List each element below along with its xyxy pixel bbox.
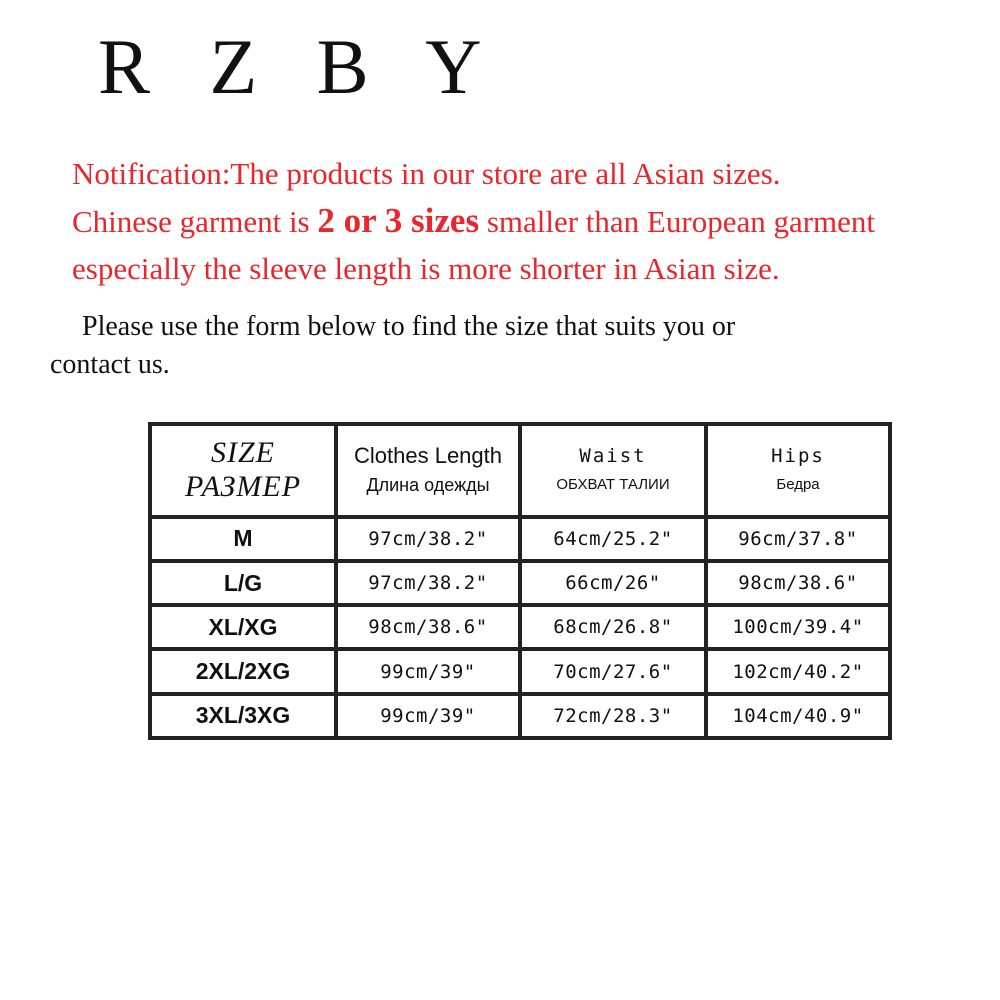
- hips-cell: 96cm/37.8": [706, 517, 890, 561]
- size-cell: 2XL/2XG: [150, 649, 336, 693]
- instruction-text: [50, 308, 950, 384]
- size-cell: M: [150, 517, 336, 561]
- table-row: [150, 649, 890, 693]
- header-hips-ru: Бедра: [776, 476, 820, 494]
- size-cell: 3XL/3XG: [150, 694, 336, 738]
- notice-line-2: [72, 197, 992, 245]
- hips-cell: 104cm/40.9": [706, 694, 890, 738]
- waist-cell: 66cm/26": [520, 561, 706, 605]
- table-row: [150, 517, 890, 561]
- header-size: [150, 424, 336, 517]
- table-row: [150, 694, 890, 738]
- brand-logo: R Z B Y: [98, 23, 502, 110]
- size-cell: L/G: [150, 561, 336, 605]
- waist-cell: 72cm/28.3": [520, 694, 706, 738]
- notice-line-1: Notification:The products in our store are all Asian sizes.: [72, 156, 781, 191]
- size-cell: XL/XG: [150, 605, 336, 649]
- hips-cell: 100cm/39.4": [706, 605, 890, 649]
- header-size-en: SIZE: [211, 436, 275, 470]
- header-waist-en: Waist: [579, 445, 647, 468]
- table-row: [150, 605, 890, 649]
- header-waist: [520, 424, 706, 517]
- length-cell: 99cm/39": [336, 694, 520, 738]
- hips-cell: 98cm/38.6": [706, 561, 890, 605]
- header-waist-ru: ОБХВАТ ТАЛИИ: [556, 476, 670, 494]
- instruction-line-2: contact us.: [50, 349, 170, 380]
- header-length-ru: Длина одежды: [366, 475, 490, 496]
- header-length-en: Clothes Length: [354, 443, 502, 469]
- table-row: [150, 561, 890, 605]
- notice-line-2-end: smaller than European garment: [479, 204, 876, 239]
- length-cell: 97cm/38.2": [336, 561, 520, 605]
- size-notification: [72, 150, 992, 292]
- length-cell: 98cm/38.6": [336, 605, 520, 649]
- notice-emphasis: 2 or 3 sizes: [317, 201, 480, 240]
- notice-line-2-start: Chinese garment is: [72, 204, 318, 239]
- waist-cell: 68cm/26.8": [520, 605, 706, 649]
- table-header-row: [150, 424, 890, 517]
- size-chart-table: [148, 422, 892, 740]
- notice-line-3: especially the sleeve length is more shorter in Asian size.: [72, 251, 780, 286]
- hips-cell: 102cm/40.2": [706, 649, 890, 693]
- header-hips-en: Hips: [771, 445, 825, 468]
- header-length: [336, 424, 520, 517]
- length-cell: 97cm/38.2": [336, 517, 520, 561]
- header-size-ru: РАЗМЕР: [184, 470, 302, 504]
- instruction-line-1: Please use the form below to find the size that suits you or: [82, 311, 736, 342]
- length-cell: 99cm/39": [336, 649, 520, 693]
- waist-cell: 70cm/27.6": [520, 649, 706, 693]
- header-hips: [706, 424, 890, 517]
- waist-cell: 64cm/25.2": [520, 517, 706, 561]
